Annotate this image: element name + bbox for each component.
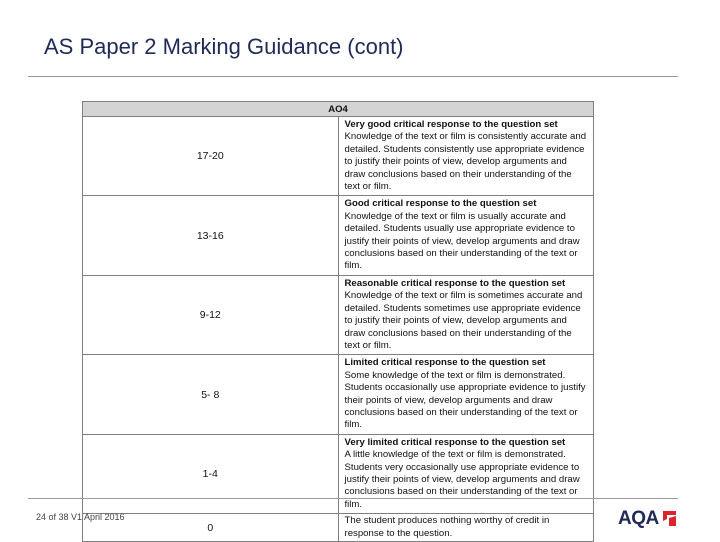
band-description (338, 355, 594, 434)
band-description (338, 434, 594, 513)
ao4-marking-table (82, 101, 594, 542)
score-band: 0 (83, 514, 339, 542)
aqa-logo-icon (618, 508, 680, 532)
score-band: 17-20 (83, 117, 339, 196)
band-description (338, 196, 594, 275)
logo-mark-icon (661, 510, 677, 528)
table-row (83, 196, 594, 275)
band-heading: Very limited critical response to the question set (344, 436, 566, 448)
footer-divider (28, 498, 678, 499)
band-heading: Limited critical response to the question set (344, 357, 546, 369)
band-description (338, 514, 594, 542)
slide-title: AS Paper 2 Marking Guidance (cont) (44, 34, 404, 59)
table-row (83, 275, 594, 354)
band-heading: Reasonable critical response to the question set (344, 277, 566, 289)
title-divider (28, 76, 678, 77)
band-heading: Very good critical response to the question set (344, 119, 558, 130)
band-body: Knowledge of the text or film is sometimes accurate and detailed. Students sometimes use appropriate evidence to justify their points of view, develop arguments and draw conclusions based on their understanding of the text or film. (344, 290, 583, 351)
score-band: 5- 8 (83, 355, 339, 434)
table-row (83, 117, 594, 196)
table-header: AO4 (83, 102, 594, 117)
band-body: Knowledge of the text or film is consistently accurate and detailed. Students consistently use appropriate evidence to justify their points of view, develop arguments and draw conclusions based on their understanding of the text or film. (344, 131, 587, 193)
score-band: 13-16 (83, 196, 339, 275)
band-description (338, 275, 594, 354)
logo-text: AQA (618, 508, 659, 529)
band-description (338, 117, 594, 196)
band-body: A little knowledge of the text or film is demonstrated. Students very occasionally use appropriate evidence to justify their points of view, develop arguments and draw conclusions based on their understanding of the text or film. (344, 449, 580, 510)
table-row (83, 514, 594, 542)
score-band: 9-12 (83, 275, 339, 354)
page-footer: 24 of 38 V1 April 2016 (36, 512, 125, 522)
band-heading: Good critical response to the question set (344, 198, 537, 210)
table-row (83, 434, 594, 513)
band-body: The student produces nothing worthy of credit in response to the question. (344, 515, 550, 539)
table-row (83, 355, 594, 434)
score-band: 1-4 (83, 434, 339, 513)
band-body: Some knowledge of the text or film is demonstrated. Students occasionally use appropriate evidence to justify their points of view, develop arguments and draw conclusions based on their understanding of the text or film. (344, 369, 586, 431)
band-body: Knowledge of the text or film is usually accurate and detailed. Students usually use appropriate evidence to justify their points of view, develop arguments and draw conclusions based on their understanding of the text or film. (344, 210, 580, 272)
